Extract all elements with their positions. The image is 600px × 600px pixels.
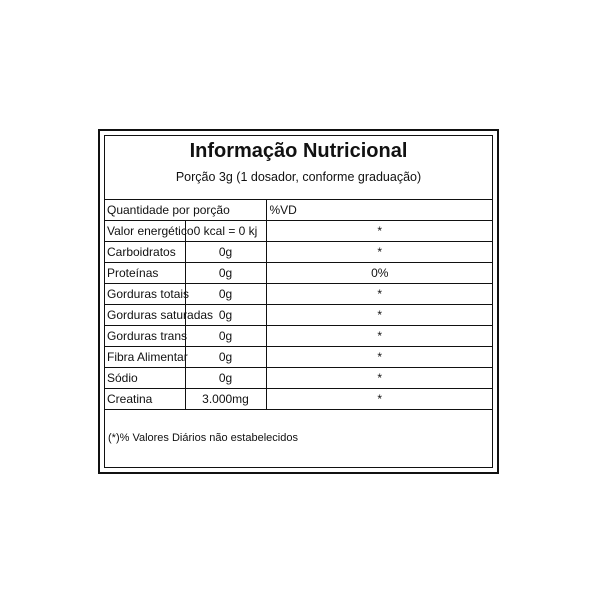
nutrient-vd: * (266, 389, 493, 410)
nutrient-vd: 0% (266, 263, 493, 284)
nutrition-table (104, 199, 493, 410)
nutrient-amount: 0g (185, 347, 266, 368)
nutrient-amount: 0g (185, 242, 266, 263)
nutrient-vd: * (266, 221, 493, 242)
table-row (104, 263, 493, 284)
table-row (104, 326, 493, 347)
nutrient-name: Gorduras saturadas (104, 305, 185, 326)
nutrient-name: Carboidratos (104, 242, 185, 263)
header-vd: %VD (266, 200, 493, 221)
nutrient-name: Gorduras totais (104, 284, 185, 305)
nutrient-name: Gorduras trans (104, 326, 185, 347)
nutrient-amount: 0g (185, 284, 266, 305)
nutrient-name: Proteínas (104, 263, 185, 284)
nutrient-amount: 0g (185, 305, 266, 326)
nutrient-vd: * (266, 284, 493, 305)
table-row (104, 221, 493, 242)
nutrient-name: Valor energético (104, 221, 185, 242)
header-quantity: Quantidade por porção (104, 200, 266, 221)
table-header-row (104, 200, 493, 221)
table-row (104, 368, 493, 389)
nutrient-amount: 0g (185, 326, 266, 347)
table-row (104, 389, 493, 410)
nutrient-amount: 0g (185, 263, 266, 284)
table-row (104, 305, 493, 326)
label-title: Informação Nutricional (189, 140, 408, 162)
nutrient-vd: * (266, 326, 493, 347)
nutrient-vd: * (266, 242, 493, 263)
table-row (104, 347, 493, 368)
table-row (104, 284, 493, 305)
nutrient-vd: * (266, 347, 493, 368)
nutrient-name: Creatina (104, 389, 185, 410)
portion-text: Porção 3g (1 dosador, conforme graduação) (175, 170, 422, 184)
nutrient-amount: 0 kcal = 0 kj (185, 221, 266, 242)
nutrient-vd: * (266, 368, 493, 389)
nutrient-name: Sódio (104, 368, 185, 389)
nutrient-vd: * (266, 305, 493, 326)
footnote: (*)% Valores Diários não estabelecidos (108, 432, 298, 444)
nutrient-name: Fibra Alimentar (104, 347, 185, 368)
table-row (104, 242, 493, 263)
nutrient-amount: 3.000mg (185, 389, 266, 410)
nutrient-amount: 0g (185, 368, 266, 389)
